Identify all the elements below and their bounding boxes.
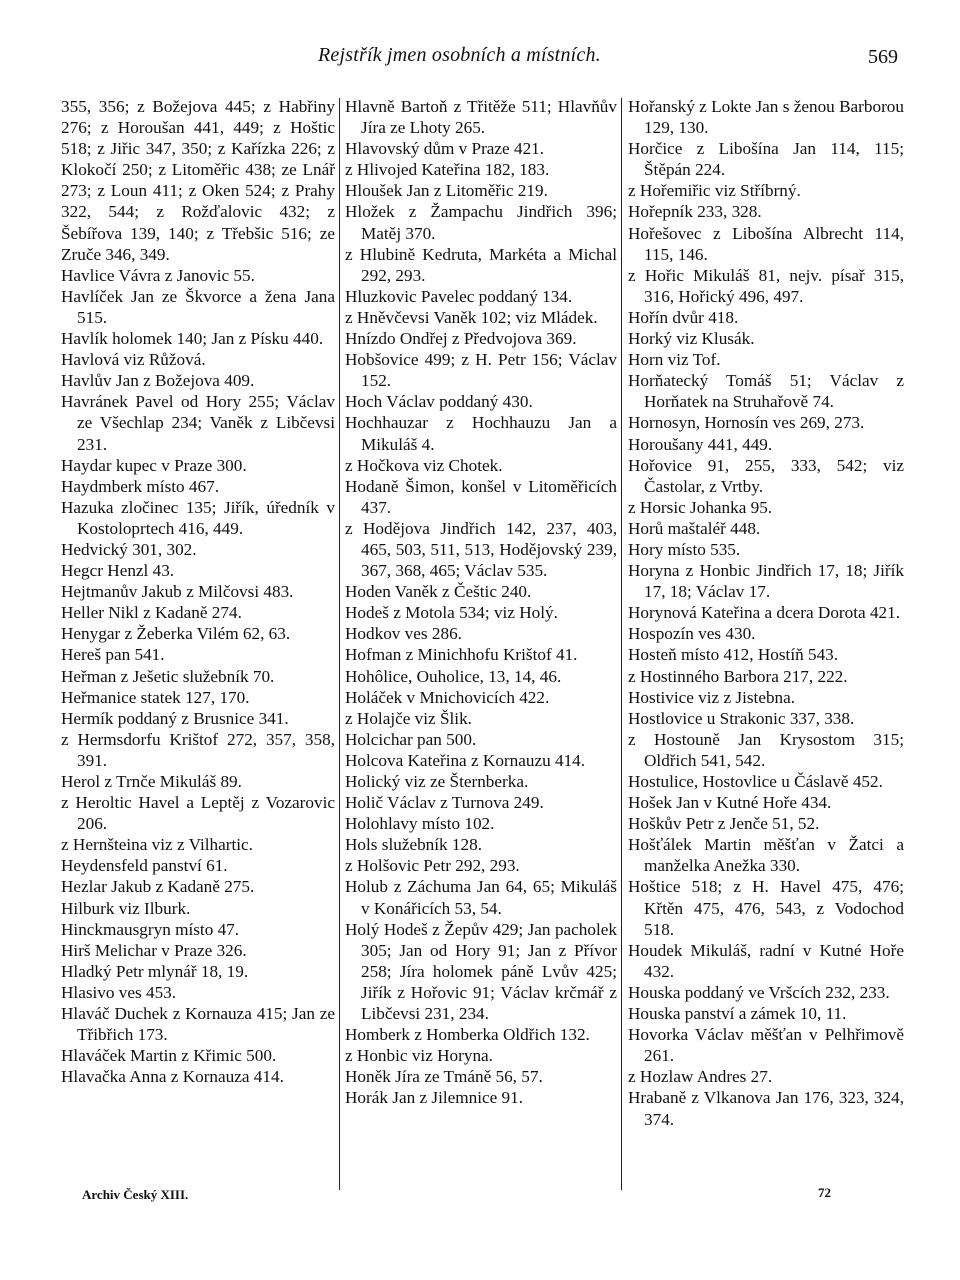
index-entry: Hostivice viz z Jistebna.	[628, 687, 796, 707]
index-entry: Hodkov ves 286.	[345, 624, 462, 644]
index-entry: z Hočkova viz Chotek.	[345, 455, 503, 475]
index-entry: Havlová viz Růžová.	[61, 350, 206, 370]
index-entry: Hložek z Žampachu Jindřich 396; Matěj 370.	[345, 202, 617, 243]
index-entry: Houska poddaný ve Vršcích 232, 233.	[628, 982, 890, 1002]
index-entry: z Hodějova Jindřich 142, 237, 403, 465, 503, 511, 513, Hodějovský 239, 367, 368, 465; Václav 535.	[345, 518, 617, 581]
index-entry: z Hlubině Kedruta, Markéta a Michal 292, 293.	[345, 244, 617, 285]
index-entry: Hoškův Petr z Jenče 51, 52.	[628, 814, 820, 834]
index-entry: Hošťálek Martin měšťan v Žatci a manželka Anežka 330.	[628, 835, 904, 876]
index-entry: z Holajče viz Šlik.	[345, 708, 472, 728]
index-entry: Hloušek Jan z Litoměřic 219.	[345, 181, 548, 201]
index-entry: Hinckmausgryn místo 47.	[61, 919, 240, 939]
index-entry: Heydensfeld panství 61.	[61, 856, 228, 876]
sheet-number: 72	[818, 1185, 831, 1200]
index-entry: Hoch Václav poddaný 430.	[345, 392, 533, 412]
index-entry: z Hněvčevsi Vaněk 102; viz Mládek.	[345, 307, 598, 327]
index-entry: 355, 356; z Božejova 445; z Habřiny 276; z Horoušan 441, 449; z Hoštic 518; z Jiřic 347, 350; z Kařízka 226; z Klokočí 250; z Litoměřic 438; ze Lnář 273; z Loun 411; z Oken 524; z Prahy 322, 544; z Rožďalovic 432; z Šebířova 139, 140; z Třebšic 516; ze Zruče 346, 349.	[61, 97, 335, 264]
index-entry: Hosteň místo 412, Hostíň 543.	[628, 645, 839, 665]
index-entry: Haydmberk místo 467.	[61, 476, 220, 496]
index-entry: Holič Václav z Turnova 249.	[345, 793, 544, 813]
index-entry: Hereš pan 541.	[61, 645, 165, 665]
index-entry: Holub z Záchuma Jan 64, 65; Mikuláš v Konářicích 53, 54.	[345, 877, 617, 918]
index-entry: z Hořemiřic viz Stříbrný.	[628, 181, 801, 201]
index-entry: Hoštice 518; z H. Havel 475, 476; Křtěn 475, 476, 543, z Vodochod 518.	[628, 877, 904, 939]
index-entry: Horynová Kateřina a dcera Dorota 421.	[628, 603, 901, 623]
index-entry: Hlavovský dům v Praze 421.	[345, 139, 545, 159]
index-entry: Hory místo 535.	[628, 539, 741, 559]
index-entry: Hořín dvůr 418.	[628, 307, 739, 327]
index-entry: Heřman z Ješetic služebník 70.	[61, 666, 275, 686]
index-entry: Hlasivo ves 453.	[61, 982, 177, 1002]
index-entry: Holický viz ze Šternberka.	[345, 772, 529, 791]
index-entry: Honěk Jíra ze Tmáně 56, 57.	[345, 1067, 543, 1087]
index-entry: Hostlovice u Strakonic 337, 338.	[628, 708, 855, 728]
column-divider	[339, 98, 340, 1190]
index-entry: Horký viz Klusák.	[628, 329, 755, 349]
index-entry: Hnízdo Ondřej z Předvojova 369.	[345, 329, 577, 349]
index-entry: z Heroltic Havel a Leptěj z Vozarovic 206.	[61, 793, 335, 834]
index-entry: Holý Hodeš z Žepův 429; Jan pacholek 305; Jan od Hory 91; Jan z Přívor 258; Jíra holomek páně Lvův 425; Jiřík z Hořovic 91; Václav krčmář z Libčevsi 231, 234.	[345, 919, 617, 1024]
index-entry: Havránek Pavel od Hory 255; Václav ze Všechlap 234; Vaněk z Libčevsi 231.	[61, 392, 335, 454]
index-entry: Havlíček Jan ze Škvorce a žena Jana 515.	[61, 286, 335, 327]
index-entry: Horn viz Tof.	[628, 350, 721, 370]
page-number: 569	[868, 46, 898, 68]
index-entry: Houska panství a zámek 10, 11.	[628, 1004, 847, 1024]
index-entry: Hospozín ves 430.	[628, 624, 756, 644]
index-entry: Holohlavy místo 102.	[345, 814, 495, 834]
column-divider	[621, 98, 622, 1190]
index-entry: z Hozlaw Andres 27.	[628, 1067, 773, 1087]
index-entry: Hluzkovic Pavelec poddaný 134.	[345, 286, 573, 306]
index-entry: Hodaně Šimon, konšel v Litoměřicích 437.	[345, 476, 617, 517]
index-entry: Hořešovec z Libošína Albrecht 114, 115, 146.	[628, 223, 904, 264]
page-header	[0, 44, 960, 84]
index-entry: Holcova Kateřina z Kornauzu 414.	[345, 750, 586, 770]
index-entry: Hochhauzar z Hochhauzu Jan a Mikuláš 4.	[345, 413, 617, 454]
index-entry: Hlaváček Martin z Křimic 500.	[61, 1046, 277, 1066]
index-entry: Homberk z Homberka Oldřich 132.	[345, 1025, 590, 1045]
index-entry: Hohôlice, Ouholice, 13, 14, 46.	[345, 666, 562, 686]
index-entry: Havlice Vávra z Janovic 55.	[61, 265, 255, 285]
index-entry: Horčice z Libošína Jan 114, 115; Štěpán 224.	[628, 139, 904, 180]
index-entry: Holáček v Mnichovicích 422.	[345, 687, 550, 707]
index-entry: Hoden Vaněk z Češtic 240.	[345, 582, 532, 602]
index-entry: Hornosyn, Hornosín ves 269, 273.	[628, 413, 865, 433]
index-entry: Hilburk viz Ilburk.	[61, 898, 191, 918]
index-entry: Horák Jan z Jilemnice 91.	[345, 1088, 524, 1108]
running-title: Rejstřík jmen osobních a místních.	[318, 44, 601, 66]
index-entry: Hořepník 233, 328.	[628, 202, 762, 222]
index-entry: Hlaváč Duchek z Kornauza 415; Jan ze Třibřich 173.	[61, 1004, 335, 1045]
index-entry: Horyna z Honbic Jindřich 17, 18; Jiřík 17, 18; Václav 17.	[628, 561, 904, 602]
index-entry: Hladký Petr mlynář 18, 19.	[61, 961, 249, 981]
index-entry: z Hlivojed Kateřina 182, 183.	[345, 160, 550, 180]
index-entry: Holcichar pan 500.	[345, 729, 477, 749]
index-entry: Hlavačka Anna z Kornauza 414.	[61, 1067, 284, 1087]
index-entry: Hostulice, Hostovlice u Čáslavě 452.	[628, 772, 883, 791]
index-entry: z Hostouně Jan Krysostom 315; Oldřich 541, 542.	[628, 729, 904, 770]
index-entry: Hovorka Václav měšťan v Pelhřimově 261.	[628, 1025, 904, 1066]
index-entry: z Hostinného Barbora 217, 222.	[628, 666, 848, 686]
index-entry: Houdek Mikuláš, radní v Kutné Hoře 432.	[628, 940, 904, 981]
index-entry: Hrabaně z Vlkanova Jan 176, 323, 324, 374.	[628, 1088, 904, 1129]
index-entry: Horoušany 441, 449.	[628, 434, 773, 454]
index-entry: Heller Nikl z Kadaně 274.	[61, 603, 242, 623]
index-entry: Hezlar Jakub z Kadaně 275.	[61, 877, 255, 897]
index-entry: Hedvický 301, 302.	[61, 539, 197, 559]
index-entry: Hermík poddaný z Brusnice 341.	[61, 708, 289, 728]
index-entry: Hošek Jan v Kutné Hoře 434.	[628, 793, 832, 813]
index-entry: Horňatecký Tomáš 51; Václav z Horňatek na Struhařově 74.	[628, 371, 904, 412]
index-column-3	[628, 96, 904, 1130]
index-entry: Hols služebník 128.	[345, 835, 483, 855]
index-entry: Hirš Melichar v Praze 326.	[61, 940, 247, 960]
index-column-1	[61, 96, 335, 1087]
index-entry: Hořanský z Lokte Jan s ženou Barborou 129, 130.	[628, 97, 904, 138]
index-entry: z Hořic Mikuláš 81, nejv. písař 315, 316, Hořický 496, 497.	[628, 265, 904, 306]
index-column-2	[345, 96, 617, 1109]
signature-mark: Archiv Český XIII.	[82, 1187, 189, 1202]
index-entry: Hazuka zločinec 135; Jiřík, úředník v Kostoloprtech 416, 449.	[61, 497, 335, 538]
index-entry: z Honbic viz Horyna.	[345, 1046, 493, 1066]
index-entry: Hejtmanův Jakub z Milčovsi 483.	[61, 582, 294, 602]
index-entry: Henygar z Žeberka Vilém 62, 63.	[61, 624, 291, 644]
index-entry: Horů maštaléř 448.	[628, 518, 761, 538]
index-entry: z Hernšteina viz z Vilhartic.	[61, 835, 253, 855]
index-entry: Hodeš z Motola 534; viz Holý.	[345, 603, 558, 623]
index-entry: Heřmanice statek 127, 170.	[61, 687, 250, 707]
index-entry: Hobšovice 499; z H. Petr 156; Václav 152.	[345, 350, 617, 391]
index-entry: Hlavně Bartoň z Třitěže 511; Hlavňův Jíra ze Lhoty 265.	[345, 97, 617, 138]
index-entry: z Holšovic Petr 292, 293.	[345, 856, 520, 876]
index-entry: Hegcr Henzl 43.	[61, 561, 175, 581]
index-entry: Hořovice 91, 255, 333, 542; viz Častolar, z Vrtby.	[628, 455, 904, 496]
index-entry: z Horsic Johanka 95.	[628, 497, 773, 517]
index-entry: Hofman z Minichhofu Krištof 41.	[345, 645, 578, 665]
index-entry: Havlík holomek 140; Jan z Písku 440.	[61, 329, 324, 349]
index-entry: Havlův Jan z Božejova 409.	[61, 371, 255, 391]
index-entry: z Hermsdorfu Krištof 272, 357, 358, 391.	[61, 729, 335, 770]
index-entry: Herol z Trnče Mikuláš 89.	[61, 772, 242, 791]
index-entry: Haydar kupec v Praze 300.	[61, 455, 247, 475]
